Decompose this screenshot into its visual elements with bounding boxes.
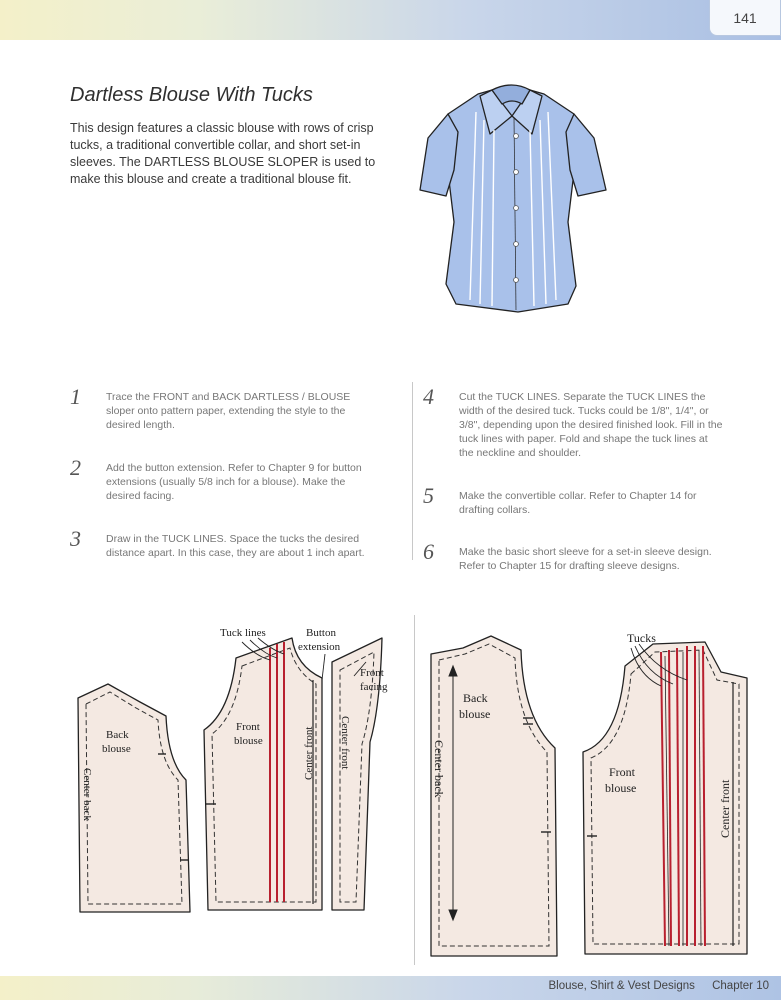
tuck-lines-label: Tuck lines (220, 627, 266, 639)
back-label-2: blouse (459, 707, 491, 721)
footer-chapter: Chapter 10 (712, 980, 769, 992)
right-pattern-diagram (425, 622, 755, 962)
front-facing-label-2: facing (360, 681, 388, 693)
back-pattern-piece (78, 684, 190, 912)
facing-center-front-label: Center front (339, 716, 351, 770)
left-pattern-diagram (70, 620, 400, 920)
step-text: Cut the TUCK LINES. Separate the TUCK LINES the width of the desired tuck. Tucks could be 1/8", 1/4", or 3/8", depending upon the desired finished look. Fill in the tuck lines with paper. Fold and shape the tuck lines at the neckline and shoulder. (459, 391, 723, 459)
step-number: 4 (423, 384, 434, 409)
page-title: Dartless Blouse With Tucks (70, 84, 313, 106)
center-back-label: Center back (81, 768, 93, 821)
step-4 (423, 384, 723, 460)
front-label-2: blouse (234, 735, 263, 747)
front-label-2: blouse (605, 781, 637, 795)
front-label-1: Front (236, 721, 260, 733)
step-5 (423, 483, 723, 517)
step-number: 1 (70, 384, 81, 409)
front-label-1: Front (609, 765, 636, 779)
step-3 (70, 526, 370, 560)
step-text: Add the button extension. Refer to Chapter 9 for button extensions (usually 5/8 inch for a blouse). Make the desired facing. (106, 462, 362, 502)
extension-label: extension (298, 641, 341, 653)
back-label-1: Back (463, 691, 488, 705)
back-pattern-piece (431, 636, 557, 956)
button-label: Button (306, 627, 336, 639)
steps-column-divider (412, 382, 413, 560)
front-facing-label-1: Front (360, 667, 384, 679)
step-text: Make the basic short sleeve for a set-in sleeve design. Refer to Chapter 15 for drafting sleeve designs. (459, 546, 712, 572)
footer-section: Blouse, Shirt & Vest Designs (548, 980, 695, 992)
tucks-label: Tucks (627, 631, 656, 645)
step-text: Trace the FRONT and BACK DARTLESS / BLOUSE sloper onto pattern paper, extending the style to the desired length. (106, 391, 351, 431)
footer (549, 980, 770, 992)
step-number: 5 (423, 483, 434, 508)
page-number: 141 (709, 0, 781, 36)
back-label-1: Back (106, 729, 129, 741)
center-back-label: Center back (432, 740, 446, 798)
step-text: Make the convertible collar. Refer to Chapter 14 for drafting collars. (459, 490, 697, 516)
step-6 (423, 539, 723, 573)
step-text: Draw in the TUCK LINES. Space the tucks the desired distance apart. In this case, they are about 1 inch apart. (106, 533, 365, 559)
center-front-label: Center front (718, 779, 732, 838)
step-number: 6 (423, 539, 434, 564)
step-1 (70, 384, 370, 432)
intro-paragraph: This design features a classic blouse with rows of crisp tucks, a traditional convertible collar, and short set-in sleeves. The DARTLESS BLOUSE SLOPER is used to make this blouse and create a traditional blouse fit. (70, 121, 376, 186)
center-front-label: Center front (303, 726, 315, 780)
blouse-illustration (418, 72, 608, 322)
step-2 (70, 455, 370, 503)
back-label-2: blouse (102, 743, 131, 755)
step-number: 2 (70, 455, 81, 480)
diagram-divider (414, 615, 415, 965)
header-band (0, 0, 781, 40)
step-number: 3 (70, 526, 81, 551)
